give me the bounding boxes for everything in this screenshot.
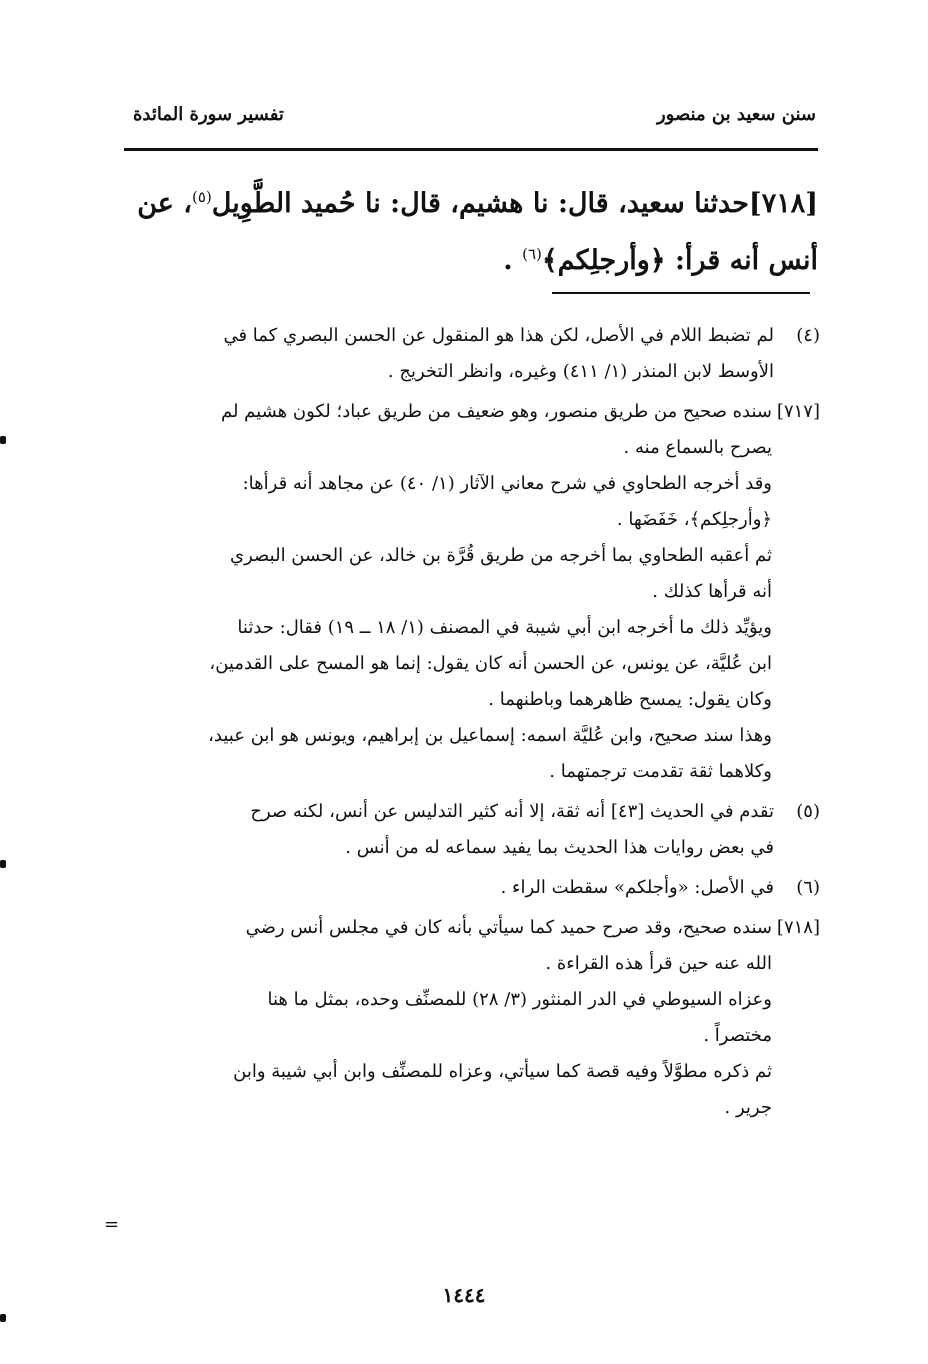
footnote-ref-5[interactable]: (٥) [192, 188, 212, 206]
footnote-line: أنه قرأها كذلك . [652, 581, 772, 602]
running-header-book-title: سنن سعيد بن منصور [656, 104, 816, 125]
header-rule [124, 148, 818, 151]
footnote-line: وهذا سند صحيح، وابن عُليَّة اسمه: إسماعيل بن إبراهيم، ويونس هو ابن عبيد، [208, 725, 772, 746]
footnote-mark: (٦) [796, 877, 820, 898]
hadith-number: [٧١٨] [748, 188, 818, 219]
footnote-line: وكلاهما ثقة تقدمت ترجمتهما . [549, 761, 772, 782]
footnote-line: في الأصل: «وأجلكم» سقطت الراء . [500, 877, 774, 898]
hadith-text-a: حدثنا سعيد، قال: نا هشيم، قال: نا حُميد الطَّوِيل [211, 188, 749, 219]
hadith-text-b: ، عن أنس أنه قرأ: ﴿وأرجلِكم﴾ [137, 188, 818, 276]
footnotes [118, 318, 820, 1130]
footnote-ref-6[interactable]: (٦) [522, 245, 542, 263]
footnote-line: سنده صحيح من طريق منصور، وهو ضعيف من طريق عباد؛ لكون هشيم لم [220, 401, 772, 422]
footnote-4 [118, 318, 820, 390]
footnote-line: جرير . [724, 1097, 772, 1118]
footnote-line: ابن عُليَّة، عن يونس، عن الحسن أنه كان يقول: إنما هو المسح على القدمين، [209, 653, 772, 674]
footnote-mark: (٤) [796, 325, 820, 346]
scan-speck [0, 1314, 6, 1322]
footnote-line: في بعض روايات هذا الحديث بما يفيد سماعه له من أنس . [345, 837, 774, 858]
commentary-717 [118, 394, 820, 790]
commentary-718 [118, 910, 820, 1126]
footnote-line: وكان يقول: يمسح ظاهرهما وباطنهما . [488, 689, 772, 710]
footnote-line: وعزاه السيوطي في الدر المنثور (٣/ ٢٨) للمصنِّف وحده، بمثل ما هنا [267, 989, 772, 1010]
page-number: ١٤٤٤ [442, 1283, 486, 1307]
hadith-text [120, 172, 818, 286]
footnote-6 [118, 870, 820, 906]
footnote-line: تقدم في الحديث [٤٣] أنه ثقة، إلا أنه كثير التدليس عن أنس، لكنه صرح [250, 801, 774, 822]
footnote-line: ثم ذكره مطوَّلاً وفيه قصة كما سيأتي، وعزاه للمصنِّف وابن أبي شيبة وابن [233, 1061, 772, 1082]
footnote-line: لم تضبط اللام في الأصل، لكن هذا هو المنقول عن الحسن البصري كما في [223, 325, 774, 346]
scan-speck [0, 436, 6, 444]
footnote-mark: (٥) [796, 801, 820, 822]
footnote-line: سنده صحيح، وقد صرح حميد كما سيأتي بأنه كان في مجلس أنس رضي [245, 917, 772, 938]
footnote-separator [552, 292, 810, 294]
footnote-5 [118, 794, 820, 866]
commentary-mark: [٧١٨] [776, 917, 820, 938]
footnote-line: ثم أعقبه الطحاوي بما أخرجه من طريق قُرَّة بن خالد، عن الحسن البصري [230, 545, 772, 566]
continuation-mark: = [104, 1214, 120, 1235]
footnote-line: الله عنه حين قرأ هذه القراءة . [545, 953, 772, 974]
hadith-text-c: . [503, 245, 523, 276]
footnote-line: مختصراً . [703, 1025, 772, 1046]
footnote-line: يصرح بالسماع منه . [623, 437, 772, 458]
footnote-line: ﴿وأرجلِكم﴾، خَفَضَها . [616, 509, 772, 530]
commentary-mark: [٧١٧] [776, 401, 820, 422]
footnote-line: الأوسط لابن المنذر (١/ ٤١١) وغيره، وانظر التخريج . [387, 361, 774, 382]
running-header-section-title: تفسير سورة المائدة [133, 104, 284, 125]
footnote-line: وقد أخرجه الطحاوي في شرح معاني الآثار (١/ ٤٠) عن مجاهد أنه قرأها: [242, 473, 772, 494]
scan-speck [0, 860, 6, 868]
footnote-line: ويؤيِّد ذلك ما أخرجه ابن أبي شيبة في المصنف (١/ ١٨ ــ ١٩) فقال: حدثنا [237, 617, 772, 638]
